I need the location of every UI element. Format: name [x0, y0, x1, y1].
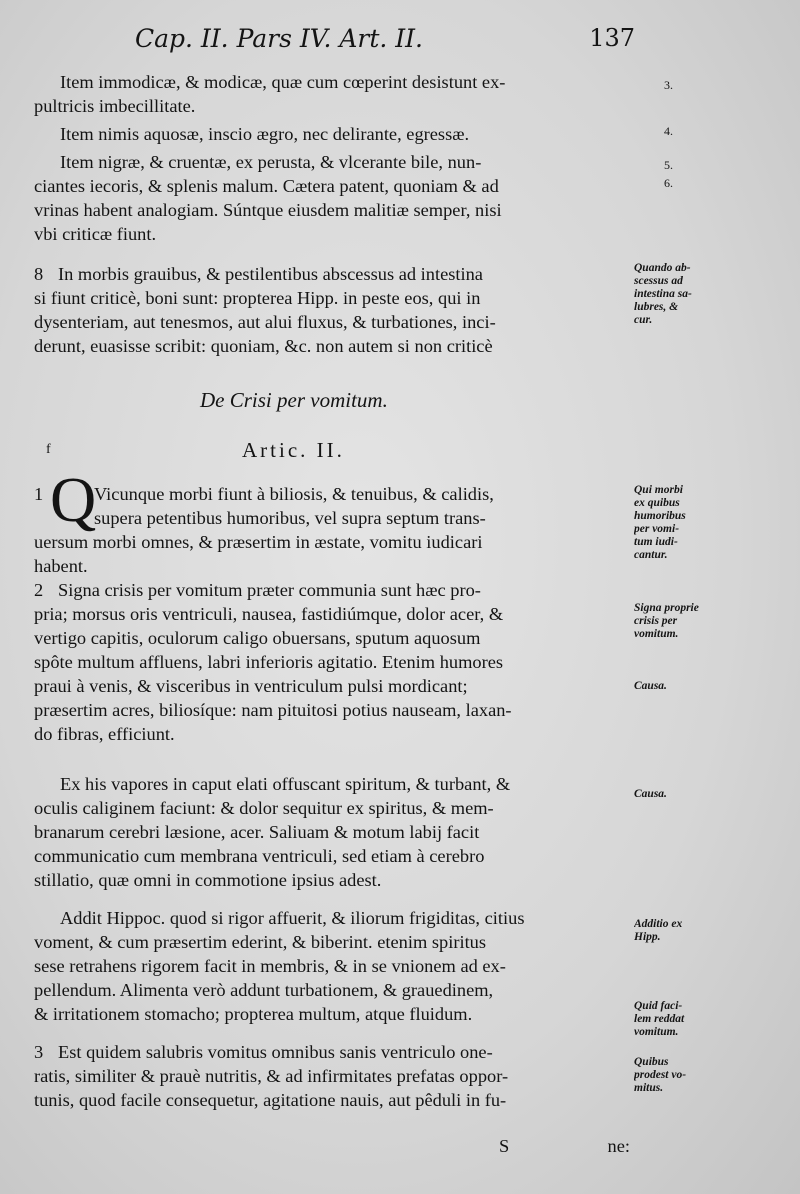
paragraph-number: 3: [34, 1042, 44, 1062]
text-line: oculis caliginem faciunt: & dolor sequitur ex spiritus, & mem-: [34, 798, 494, 818]
margin-number: 4.: [664, 124, 673, 138]
text-line: praui à venis, & visceribus in ventriculum pulsi mordicant;: [34, 676, 468, 696]
margin-note-quibus: Quibus prodest vo- mitus.: [634, 1056, 687, 1094]
margin-note-quid: Quid faci- lem reddat vomitum.: [634, 1000, 685, 1038]
margin-note-additio: Additio ex Hipp.: [634, 918, 683, 943]
text-line: si fiunt criticè, boni sunt: propterea Hipp. in peste eos, qui in: [34, 288, 481, 308]
signature-mark: S: [499, 1136, 510, 1156]
paragraph-number: 1: [34, 484, 44, 504]
paragraph-number: 2: [34, 580, 44, 600]
text-line: In morbis grauibus, & pestilentibus abscessus ad intestina: [58, 264, 483, 284]
text-line: vrinas habent analogiam. Súntque eiusdem malitiæ semper, nisi: [34, 200, 502, 220]
text-line: uersum morbi omnes, & præsertim in æstate, vomitu iudicari: [34, 532, 483, 552]
text-line: Ex his vapores in caput elati offuscant spiritum, & turbant, &: [60, 774, 511, 794]
margin-note-signa: Signa proprie crisis per vomitum.: [634, 602, 699, 640]
text-line: supera petentibus humoribus, vel supra septum trans-: [94, 508, 486, 528]
page-header: [135, 24, 635, 64]
page-number: 137: [589, 24, 635, 52]
text-line: tunis, quod facile consequetur, agitatione nauis, aut pêduli in fu-: [34, 1090, 507, 1110]
text-line: spôte multum affluens, labri inferioris agitatio. Etenim humores: [34, 652, 504, 672]
text-line: & irritationem stomacho; propterea multum, atque fluidum.: [34, 1004, 473, 1024]
text-line: Item nimis aquosæ, inscio ægro, nec delirante, egressæ.: [60, 124, 470, 144]
text-line: derunt, euasisse scribit: quoniam, &c. non autem si non criticè: [34, 336, 493, 356]
paragraph-number: 8: [34, 264, 44, 284]
margin-note-causa: Causa.: [634, 788, 667, 800]
margin-note-qui-morbi: Qui morbi ex quibus humoribus per vomi- tum iudi- cantur.: [634, 484, 686, 561]
text-line: Item nigræ, & cruentæ, ex perusta, & vlcerante bile, nun-: [60, 152, 482, 172]
text-line: ciantes iecoris, & splenis malum. Cætera patent, quoniam & ad: [34, 176, 499, 196]
paragraph-8: [34, 262, 630, 358]
margin-note-quando: Quando ab- scessus ad intestina sa- lubres, & cur.: [634, 262, 692, 326]
article-mark: f: [46, 442, 51, 457]
margin-number: 6.: [664, 176, 673, 190]
text-line: stillatio, quæ omni in commotione ipsius adest.: [34, 870, 382, 890]
paragraph-3: [34, 1040, 630, 1112]
text-line: Vicunque morbi fiunt à biliosis, & tenuibus, & calidis,: [94, 484, 494, 504]
text-line: Signa crisis per vomitum præter communia sunt hæc pro-: [58, 580, 481, 600]
text-line: Addit Hippoc. quod si rigor affuerit, & iliorum frigiditas, citius: [60, 908, 525, 928]
text-line: voment, & cum præsertim ederint, & biberint. etenim spiritus: [34, 932, 487, 952]
text-line: pellendum. Alimenta verò addunt turbationem, & grauedinem,: [34, 980, 494, 1000]
text-block-1: [34, 70, 630, 246]
text-line: Item immodicæ, & modicæ, quæ cum cœperint desistunt ex-: [60, 72, 506, 92]
paragraph-vapores: [34, 772, 630, 892]
paragraph-addit: [34, 906, 630, 1026]
text-line: pultricis imbecillitate.: [34, 96, 196, 116]
page-footer: [34, 1136, 630, 1162]
text-line: branarum cerebri læsione, acer. Saliuam & motum labij facit: [34, 822, 480, 842]
margin-number: 3.: [664, 78, 673, 92]
running-title: Cap. II. Pars IV. Art. II.: [135, 24, 424, 53]
text-line: do fibras, efficiunt.: [34, 724, 175, 744]
text-line: pria; morsus oris ventriculi, nausea, fastidiúmque, dolor acer, &: [34, 604, 504, 624]
paragraph-2: [34, 578, 630, 746]
article-label: Artic. II.: [242, 438, 345, 462]
text-line: dysenteriam, aut tenesmos, aut alui fluxus, & turbationes, inci-: [34, 312, 496, 332]
text-line: communicatio cum membrana ventriculi, sed etiam à cerebro: [34, 846, 485, 866]
article-heading: [34, 438, 630, 468]
text-line: habent.: [34, 556, 88, 576]
margin-note-causa: Causa.: [634, 680, 667, 692]
text-line: Est quidem salubris vomitus omnibus sanis ventriculo one-: [58, 1042, 493, 1062]
catchword: ne:: [607, 1136, 630, 1156]
section-title: De Crisi per vomitum.: [200, 388, 388, 412]
paragraph-1: [34, 482, 630, 578]
margin-number: 5.: [664, 158, 673, 172]
text-line: ratis, similiter & prauè nutritis, & ad infirmitates prefatas oppor-: [34, 1066, 509, 1086]
text-line: præsertim acres, biliosíque: nam pituitosi potius nauseam, laxan-: [34, 700, 512, 720]
text-line: sese retrahens rigorem facit in membris, & in se vnionem ad ex-: [34, 956, 506, 976]
text-line: vertigo capitis, oculorum caligo obuersans, sputum aquosum: [34, 628, 481, 648]
text-line: vbi criticæ fiunt.: [34, 224, 157, 244]
drop-cap: Q: [50, 464, 97, 535]
